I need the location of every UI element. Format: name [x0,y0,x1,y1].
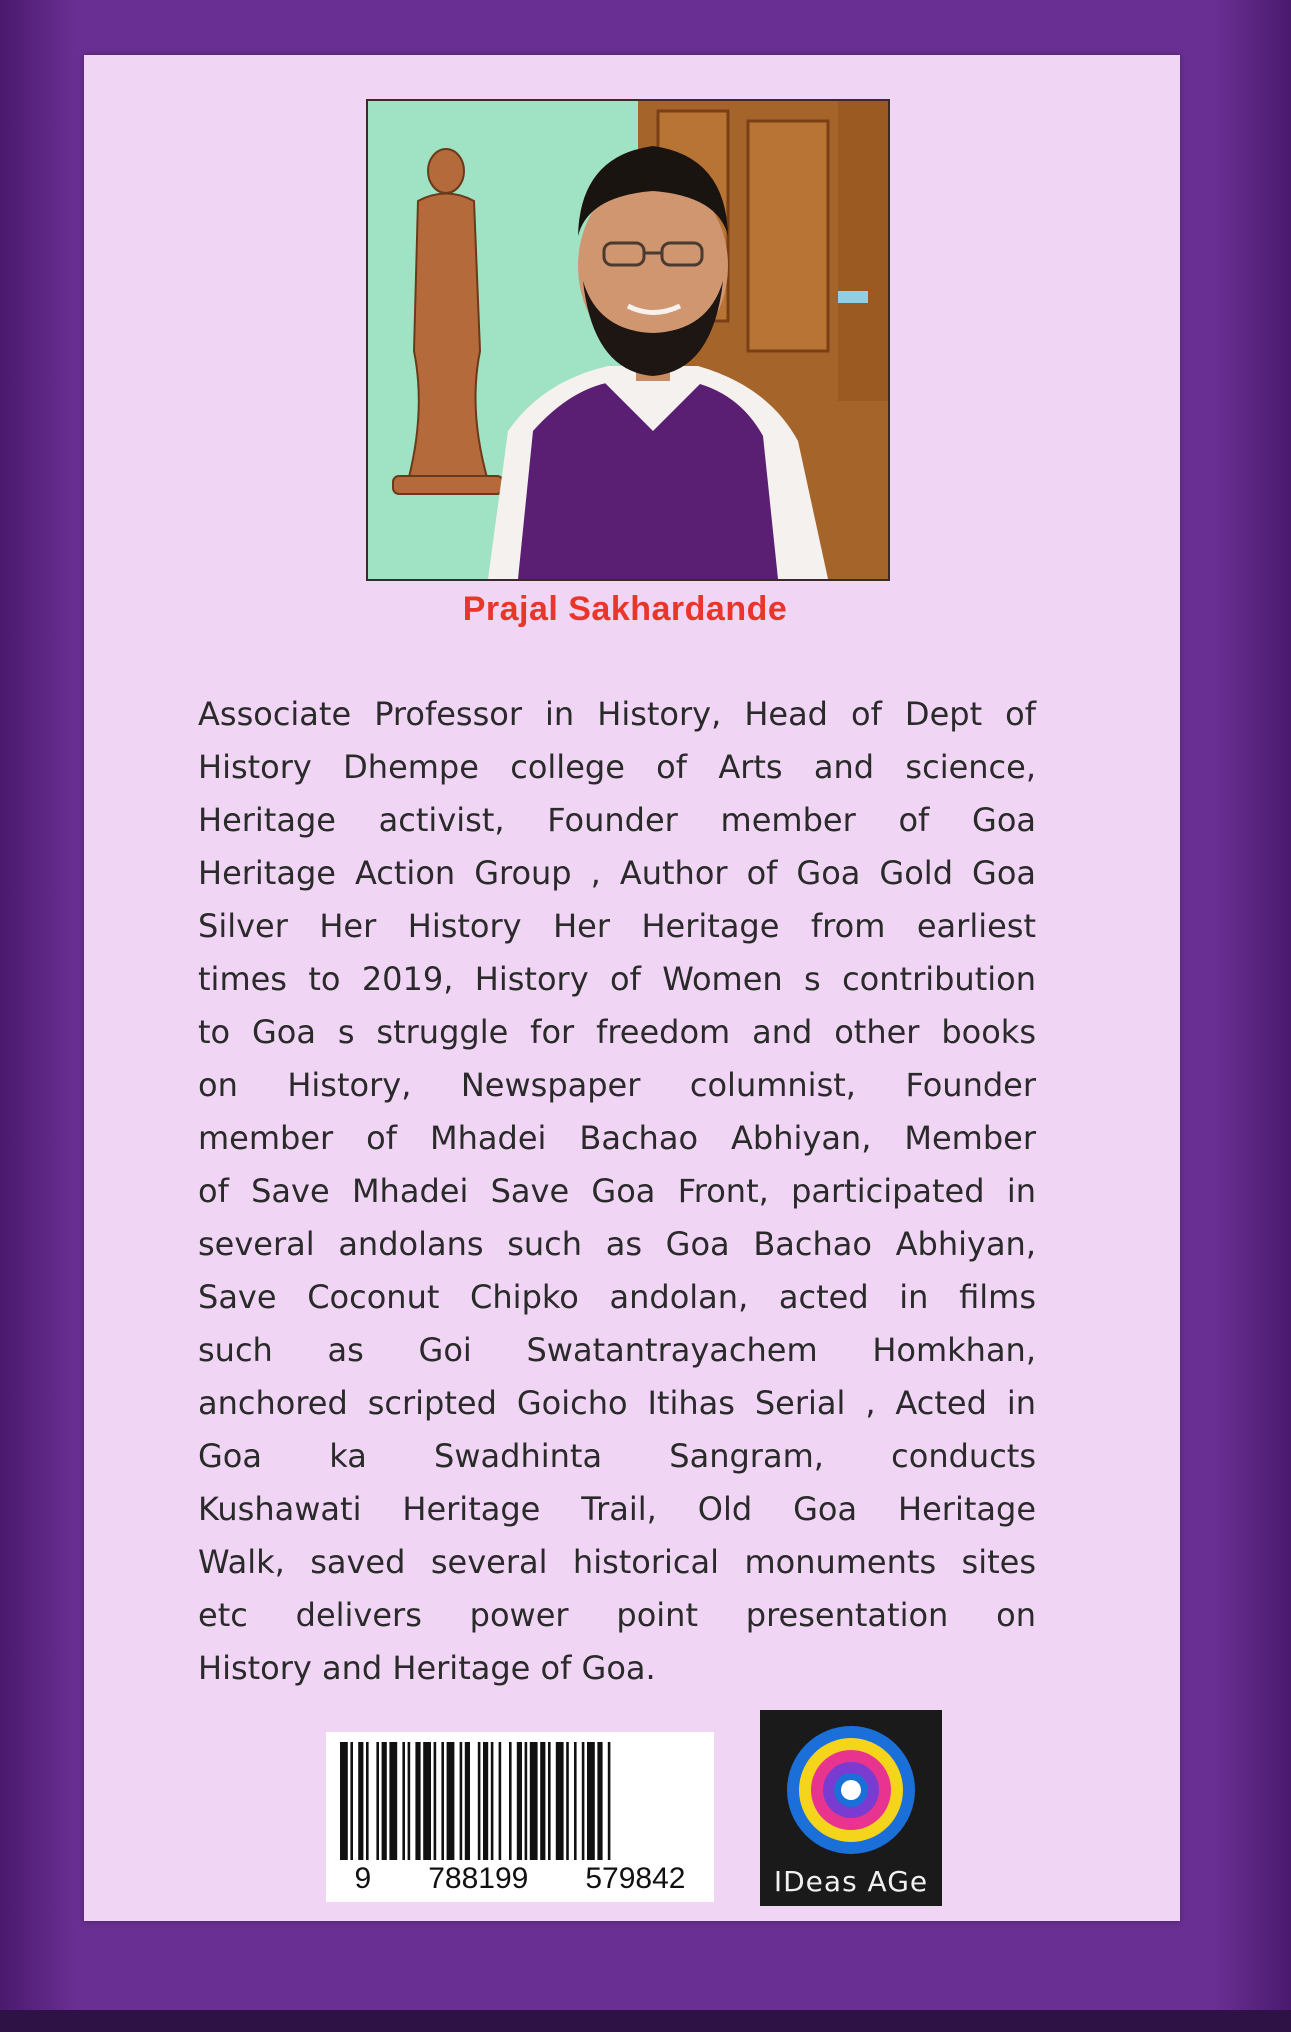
bio-line: Heritage Action Group , Author of Goa Gold Goa [198,854,1036,892]
barcode-bar [441,1742,444,1860]
barcode-bar [540,1742,545,1860]
barcode-bar [460,1742,463,1860]
barcode-bar [358,1742,363,1860]
barcode-bar [478,1742,481,1860]
publisher-name: IDeas AGe [773,1865,929,1898]
bio-line: Walk, saved several historical monuments sites [198,1543,1036,1581]
barcode-bar [587,1742,595,1860]
barcode-bar [483,1742,488,1860]
target-logo-icon [760,1720,942,1860]
bio-line: Silver Her History Her Heritage from earliest [198,907,1036,945]
barcode-bar [423,1742,431,1860]
barcode-bar [465,1742,470,1860]
author-biography [198,688,1036,1695]
barcode-bar [415,1742,420,1860]
barcode-bar [447,1742,455,1860]
barcode-bar [366,1742,369,1860]
barcode-bar [548,1742,551,1860]
bio-line: to Goa s struggle for freedom and other books [198,1013,1036,1051]
barcode-bar [525,1742,528,1860]
bio-line: such as Goi Swatantrayachem Homkhan, [198,1331,1036,1369]
barcode-bar [434,1742,437,1860]
author-photo [366,99,890,581]
bio-line: several andolans such as Goa Bachao Abhiyan, [198,1225,1036,1263]
barcode-bar [597,1742,602,1860]
barcode-digits [326,1862,714,1896]
barcode-digit-group: 9 [351,1862,376,1896]
barcode-bar [566,1742,569,1860]
bio-line: etc delivers power point presentation on [198,1596,1036,1634]
bio-line: times to 2019, History of Women s contribution [198,960,1036,998]
bio-line: Goa ka Swadhinta Sangram, conducts [198,1437,1036,1475]
barcode-bar [499,1742,502,1860]
barcode-bar [574,1742,577,1860]
bio-line: member of Mhadei Bachao Abhiyan, Member [198,1119,1036,1157]
barcode-bar [389,1742,397,1860]
bio-line: Heritage activist, Founder member of Goa [198,801,1036,839]
barcode-digit-group: 788199 [424,1862,532,1896]
author-portrait-image [368,101,888,579]
bio-line: anchored scripted Goicho Itihas Serial , Acted in [198,1384,1036,1422]
barcode-bar [491,1742,494,1860]
barcode-bar [517,1742,522,1860]
bio-line: Save Coconut Chipko andolan, acted in films [198,1278,1036,1316]
barcode-bar [376,1742,379,1860]
bio-line: of Save Mhadei Save Goa Front, participated in [198,1172,1036,1210]
barcode-bar [530,1742,538,1860]
barcode-bar [509,1742,512,1860]
barcode-bar [408,1742,411,1860]
bio-line: Associate Professor in History, Head of Dept of [198,695,1036,733]
bio-line: History and Heritage of Goa. [198,1649,656,1687]
barcode-bars [340,1742,700,1860]
bottom-edge [0,2010,1291,2032]
isbn-barcode [326,1732,714,1902]
author-name: Prajal Sakhardande [462,590,788,628]
barcode-digit-group: 579842 [581,1862,689,1896]
barcode-bar [556,1742,564,1860]
barcode-bar [402,1742,405,1860]
bio-line: on History, Newspaper columnist, Founder [198,1066,1036,1104]
barcode-bar [382,1742,387,1860]
publisher-logo [760,1710,942,1906]
bio-line: History Dhempe college of Arts and science, [198,748,1036,786]
barcode-bar [582,1742,585,1860]
bio-line: Kushawati Heritage Trail, Old Goa Heritage [198,1490,1036,1528]
barcode-bar [350,1742,353,1860]
barcode-bar [608,1742,611,1860]
barcode-bar [340,1742,348,1860]
